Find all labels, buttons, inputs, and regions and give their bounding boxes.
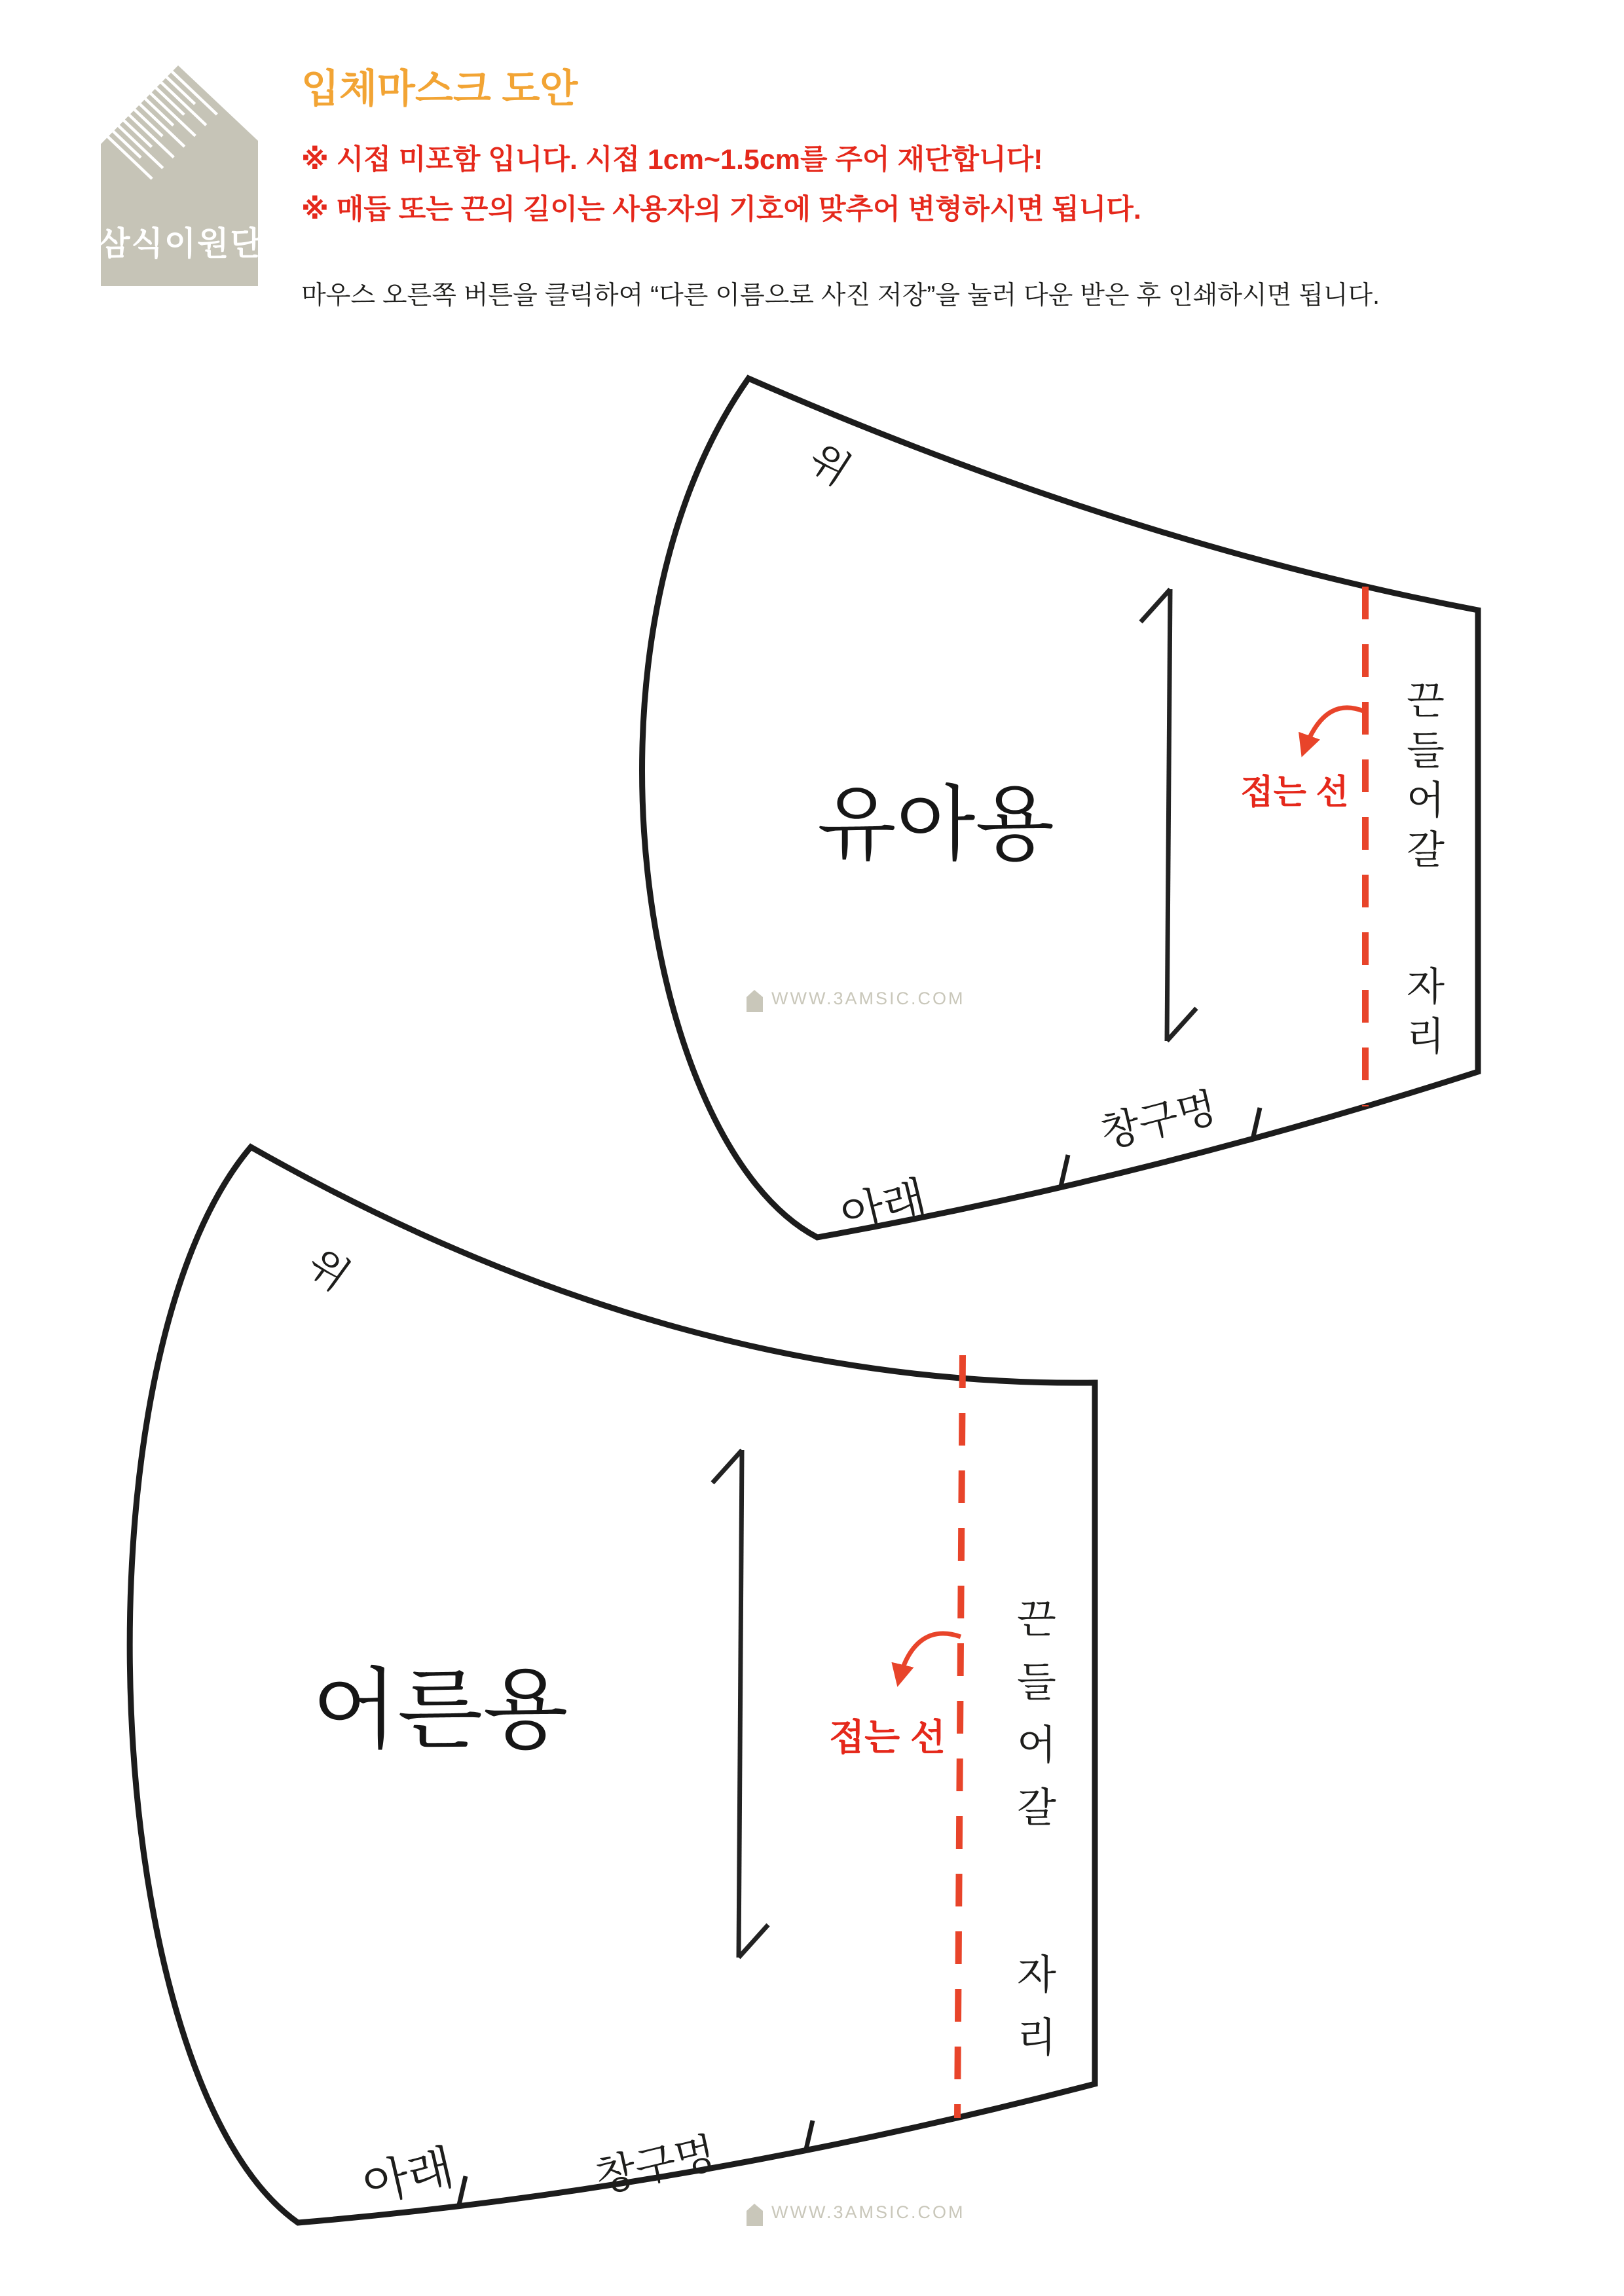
pattern-outline-adult bbox=[130, 1147, 1095, 2223]
seam-allowance-note: ※ 시접 미포함 입니다. 시접 1cm~1.5cm를 주어 재단합니다! bbox=[301, 144, 1043, 175]
strap-channel-label-child: 끈들어갈 자리 bbox=[1401, 680, 1445, 1065]
watermark bbox=[745, 989, 965, 1009]
top-edge-label-child: 위 bbox=[800, 435, 858, 495]
pattern-size-label-child: 유아용 bbox=[817, 779, 1055, 870]
fold-line-label-adult: 접는 선 bbox=[829, 1717, 946, 1758]
watermark-url: WWW.3AMSIC.COM bbox=[771, 989, 965, 1008]
grainline-arrow-adult-icon bbox=[712, 1450, 768, 1958]
grainline-arrow-child-icon bbox=[1141, 589, 1196, 1041]
strap-channel-label-adult: 끈들어갈 자리 bbox=[1010, 1597, 1056, 2079]
fold-arrow-child-icon bbox=[1303, 708, 1363, 753]
page-title: 입체마스크 도안 bbox=[301, 67, 578, 111]
strap-length-note: ※ 매듭 또는 끈의 길이는 사용자의 기호에 맞추어 변형하시면 됩니다. bbox=[301, 194, 1141, 225]
logo-brand-name: 삼식이원단 bbox=[98, 225, 263, 262]
pattern-outline-child bbox=[642, 378, 1478, 1237]
bottom-edge-label-adult: 아래 bbox=[358, 2141, 459, 2213]
seam-opening-label-child: 창구멍 bbox=[1096, 1085, 1221, 1157]
seam-opening-label-adult: 창구멍 bbox=[591, 2128, 720, 2202]
watermark-url: WWW.3AMSIC.COM bbox=[771, 2202, 965, 2222]
top-edge-label-adult: 위 bbox=[299, 1240, 358, 1300]
pattern-size-label-adult: 어른용 bbox=[312, 1660, 568, 1759]
download-instruction: 마우스 오른쪽 버튼을 클릭하여 “다른 이름으로 사진 저장”을 눌러 다운 받은 후 인쇄하시면 됩니다. bbox=[301, 282, 1380, 310]
fold-line-label-child: 접는 선 bbox=[1240, 773, 1349, 812]
bottom-edge-label-child: 아래 bbox=[836, 1173, 932, 1241]
watermark bbox=[745, 2202, 965, 2223]
fold-arrow-adult-icon bbox=[898, 1633, 961, 1683]
fold-dashed-line-adult bbox=[957, 1355, 963, 2118]
